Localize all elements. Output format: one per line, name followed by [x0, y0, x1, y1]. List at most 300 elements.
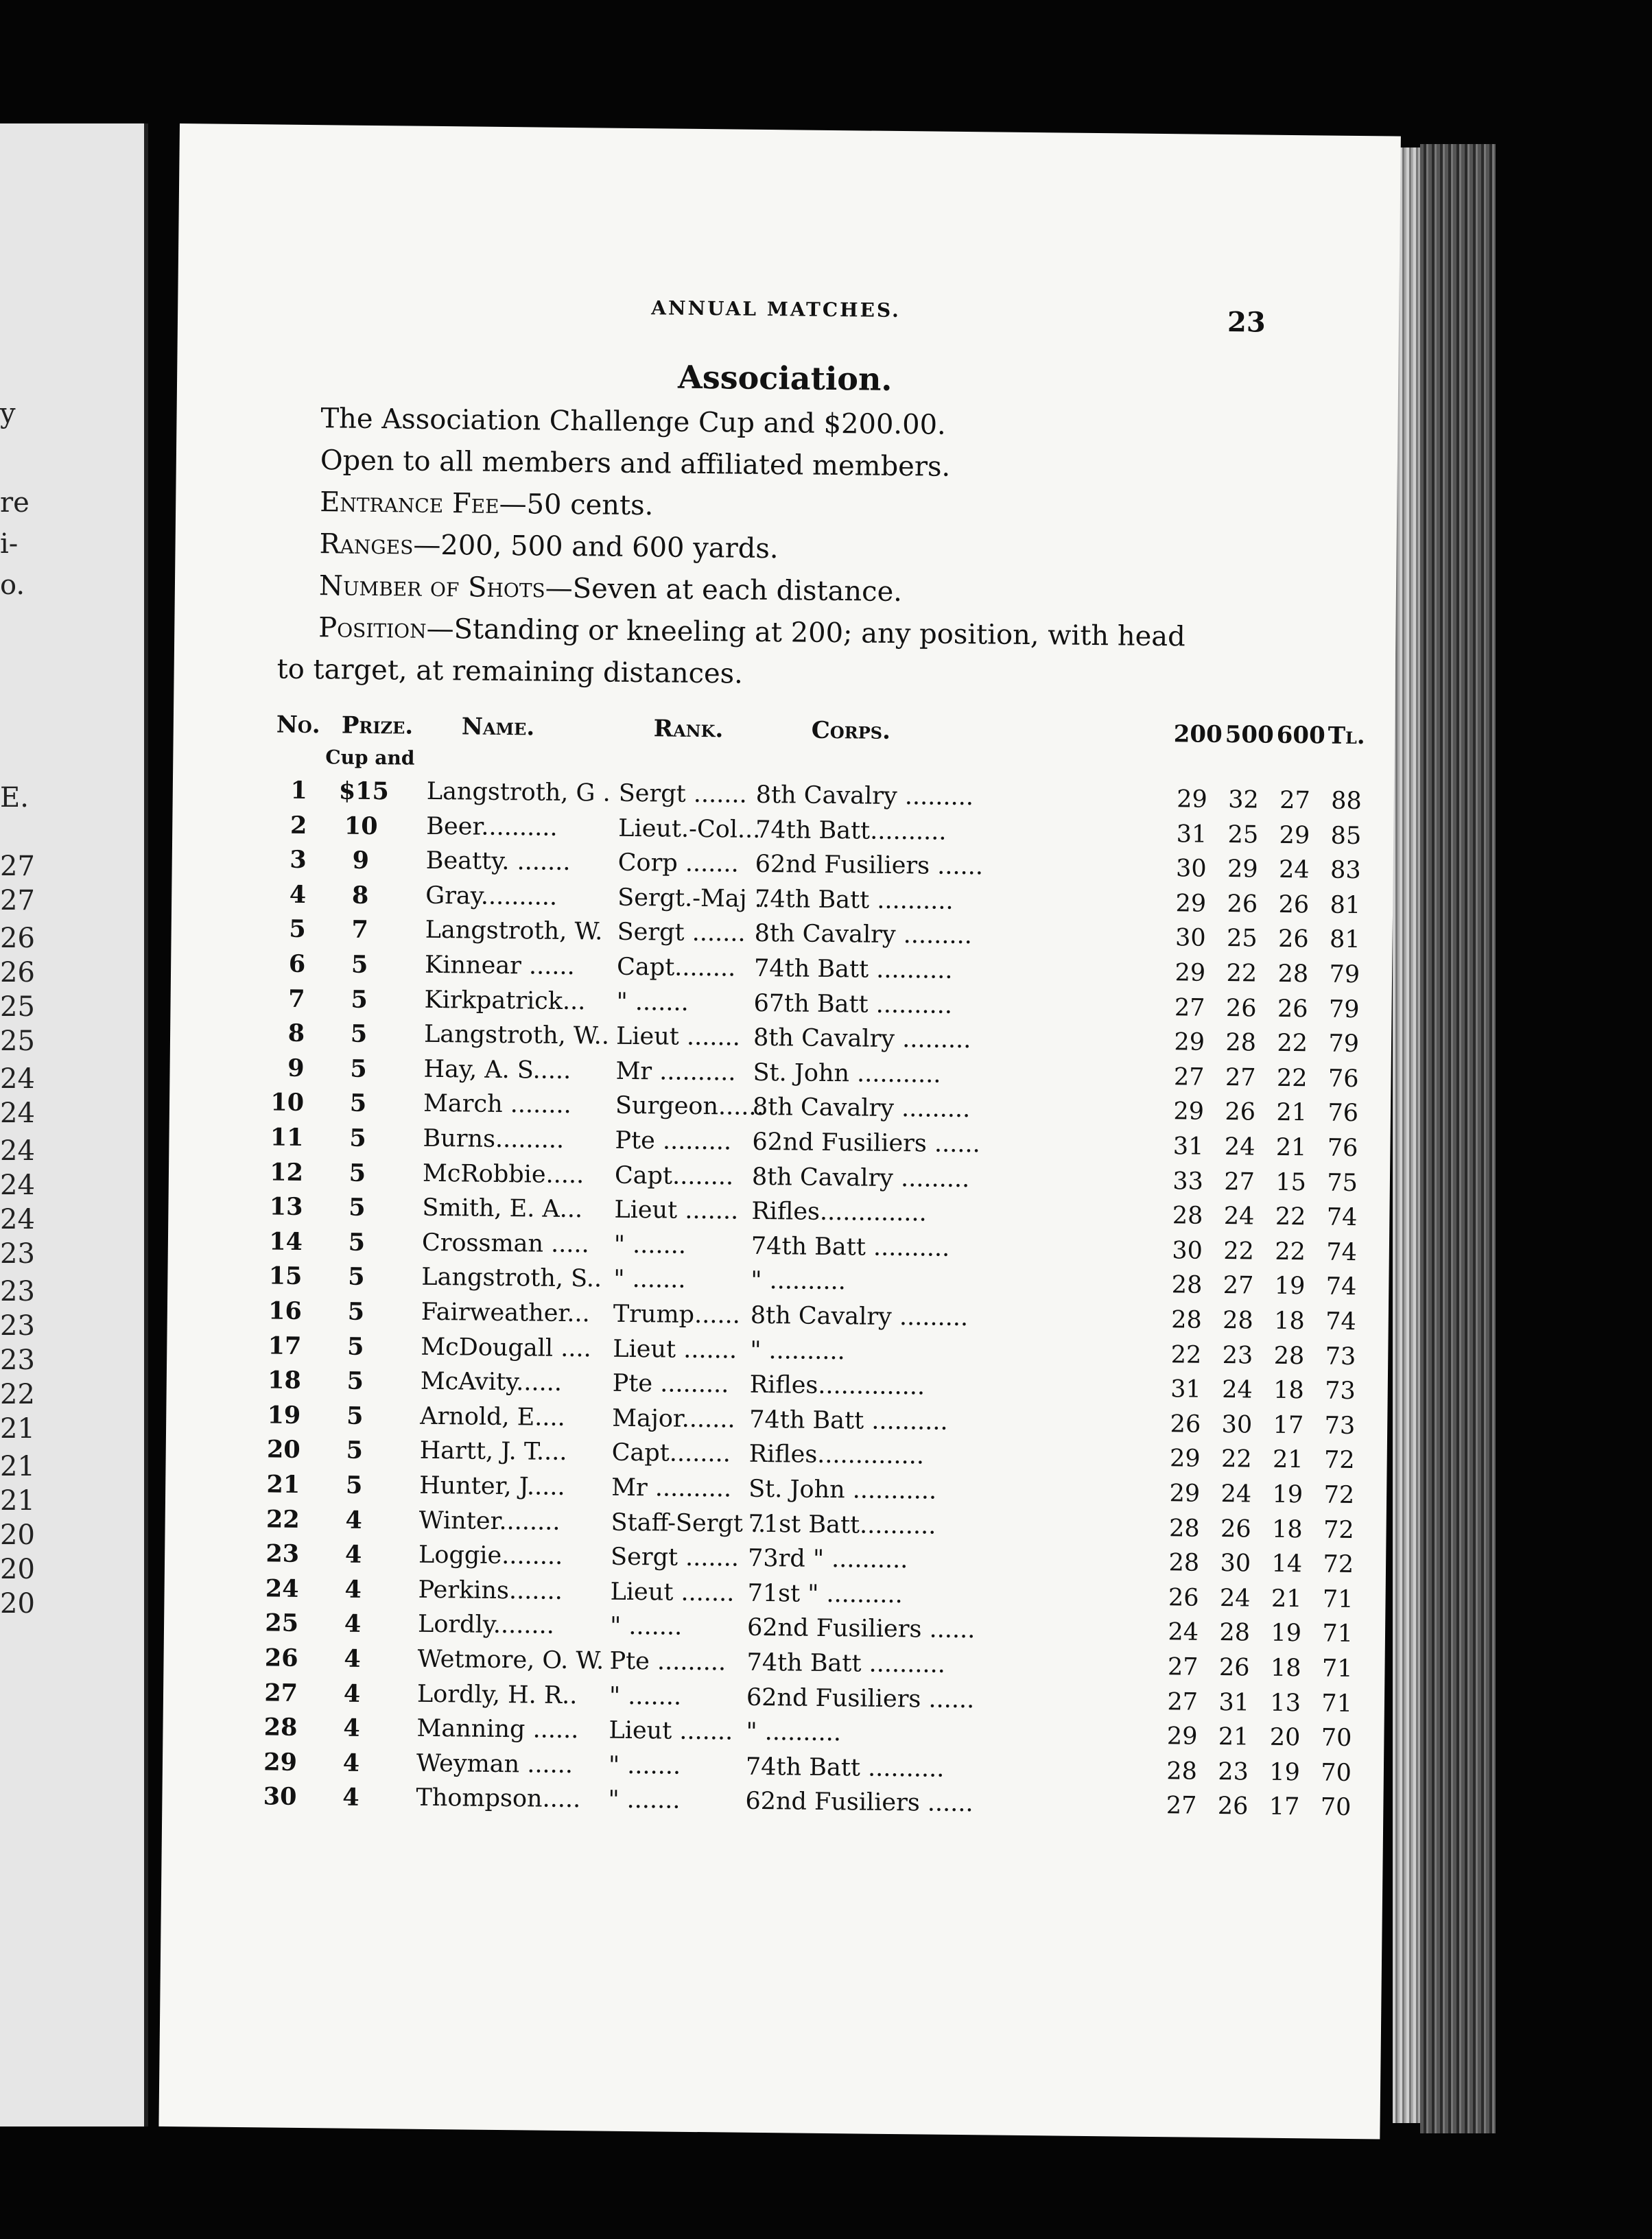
- facing-page-fragment: 23: [0, 1238, 35, 1270]
- cell-name: Beer..........: [426, 812, 558, 842]
- cell-s500: 24: [1223, 1203, 1255, 1231]
- cell-s500: 26: [1220, 1515, 1251, 1543]
- facing-page-fragment: 26: [0, 957, 35, 988]
- cell-s200: 28: [1172, 1202, 1203, 1230]
- cell-s600: 21: [1275, 1133, 1307, 1162]
- cell-tl: 74: [1326, 1203, 1358, 1232]
- cell-prize: 4: [344, 1610, 362, 1639]
- cell-s500: 26: [1218, 1653, 1250, 1682]
- cell-no: 7: [288, 984, 305, 1013]
- cell-s600: 26: [1277, 925, 1309, 953]
- cell-s200: 29: [1169, 1445, 1201, 1473]
- cell-s600: 21: [1276, 1099, 1308, 1127]
- cell-prize: 5: [351, 985, 368, 1014]
- cell-name: Smith, E. A...: [422, 1194, 583, 1224]
- header-500: 500: [1225, 721, 1274, 749]
- cell-name: Arnold, E....: [420, 1402, 566, 1432]
- cell-tl: 83: [1330, 856, 1361, 885]
- facing-page-fragment: E.: [0, 782, 29, 814]
- cell-corps: 74th Batt ..........: [753, 954, 953, 984]
- cell-s200: 28: [1168, 1514, 1200, 1543]
- intro-line-ranges: [319, 528, 779, 565]
- cell-s500: 27: [1224, 1168, 1255, 1196]
- cell-name: Winter........: [418, 1506, 560, 1536]
- cell-s600: 27: [1279, 786, 1310, 815]
- cell-rank: Trump......: [613, 1300, 741, 1329]
- cell-tl: 81: [1330, 891, 1361, 919]
- cell-s600: 22: [1275, 1237, 1306, 1266]
- cell-s600: 22: [1275, 1203, 1306, 1231]
- cell-no: 6: [288, 949, 306, 978]
- section-title: Association.: [677, 358, 893, 398]
- cell-s600: 26: [1277, 995, 1308, 1023]
- cell-corps: Rifles..............: [751, 1198, 927, 1227]
- facing-page-fragment: 23: [0, 1276, 35, 1307]
- cell-s600: 20: [1269, 1723, 1301, 1752]
- cell-tl: 79: [1328, 1030, 1360, 1058]
- cell-prize: 4: [343, 1679, 361, 1708]
- cell-s500: 24: [1219, 1584, 1251, 1613]
- cell-s500: 32: [1228, 786, 1259, 814]
- cell-s200: 30: [1175, 855, 1207, 883]
- cell-name: Langstroth, W.: [425, 916, 603, 946]
- cell-tl: 71: [1322, 1585, 1354, 1613]
- cell-rank: Sergt .......: [618, 779, 747, 809]
- cell-tl: 76: [1328, 1099, 1359, 1128]
- cell-tl: 85: [1330, 822, 1362, 850]
- cell-prize: 9: [352, 846, 370, 875]
- cell-prize: 5: [350, 1019, 368, 1049]
- cell-name: McDougall ....: [421, 1333, 591, 1362]
- cell-corps: " ..........: [750, 1336, 846, 1365]
- cell-s200: 31: [1170, 1375, 1201, 1403]
- cell-s500: 22: [1226, 960, 1258, 988]
- cell-corps: St. John ...........: [748, 1475, 937, 1505]
- cell-rank: Lieut .......: [609, 1716, 733, 1746]
- cell-corps: 74th Batt ..........: [749, 1406, 948, 1436]
- facing-page-fragment: 27: [0, 885, 35, 916]
- shots-label: Number of Shots: [318, 570, 545, 604]
- cell-no: 23: [266, 1539, 300, 1569]
- facing-page-fragment: 27: [0, 851, 35, 882]
- cell-s600: 19: [1269, 1758, 1301, 1787]
- cell-name: Lordly, H. R..: [416, 1680, 578, 1709]
- facing-page-fragment: i-: [0, 528, 19, 560]
- header-total: Tl.: [1328, 722, 1365, 750]
- header-corps: Corps.: [811, 716, 891, 745]
- cell-name: Hay, A. S.....: [423, 1055, 571, 1085]
- facing-page-fragment: 21: [0, 1485, 35, 1517]
- cell-s600: 22: [1276, 1064, 1308, 1093]
- cell-prize: 4: [344, 1644, 361, 1673]
- cell-prize: 4: [342, 1749, 360, 1777]
- cell-no: 28: [263, 1713, 298, 1742]
- shots-value: —Seven at each distance.: [545, 572, 903, 608]
- cell-prize: 5: [351, 950, 368, 979]
- cell-s200: 29: [1173, 1098, 1205, 1126]
- cell-corps: Rifles..............: [749, 1371, 925, 1401]
- cell-s200: 31: [1176, 820, 1207, 849]
- cell-corps: 8th Cavalry .........: [753, 1024, 971, 1054]
- cell-s600: 22: [1277, 1030, 1308, 1058]
- cell-s200: 27: [1174, 993, 1205, 1022]
- intro-line-entrance: [320, 486, 654, 521]
- cell-s600: 17: [1268, 1793, 1300, 1821]
- cell-no: 9: [287, 1054, 305, 1082]
- cell-name: Beatty. .......: [425, 847, 571, 877]
- cell-prize: $15: [338, 777, 390, 806]
- cell-tl: 70: [1321, 1759, 1352, 1787]
- cell-name: Langstroth, G .: [426, 777, 611, 807]
- cell-rank: " .......: [608, 1786, 681, 1815]
- cell-s600: 14: [1271, 1550, 1303, 1578]
- cell-s600: 21: [1271, 1585, 1302, 1613]
- cell-no: 16: [268, 1296, 303, 1325]
- cell-corps: 62nd Fusiliers ......: [746, 1683, 975, 1714]
- cell-no: 18: [267, 1366, 302, 1395]
- cell-tl: 72: [1323, 1516, 1354, 1544]
- cell-s600: 18: [1273, 1376, 1304, 1405]
- intro-line-position: [318, 612, 1185, 652]
- cell-corps: Rifles..............: [748, 1441, 925, 1470]
- cell-s600: 18: [1274, 1307, 1306, 1336]
- cell-prize: 5: [349, 1159, 366, 1187]
- cell-prize: 8: [351, 881, 369, 910]
- cell-name: McAvity......: [420, 1367, 563, 1397]
- cell-rank: Corp .......: [617, 849, 739, 878]
- cell-rank: " .......: [608, 1751, 681, 1780]
- cell-prize: 10: [344, 812, 378, 840]
- cell-corps: 74th Batt ..........: [745, 1753, 945, 1783]
- cell-rank: Capt........: [616, 953, 736, 982]
- cell-no: 10: [270, 1088, 305, 1117]
- cell-name: Crossman .....: [421, 1229, 589, 1259]
- cell-rank: Mr ..........: [615, 1057, 736, 1087]
- cell-rank: " .......: [609, 1682, 682, 1711]
- cell-no: 22: [266, 1505, 300, 1534]
- cell-prize: 5: [346, 1332, 364, 1361]
- cell-s600: 21: [1272, 1446, 1303, 1474]
- intro-line-prize: The Association Challenge Cup and $200.00.: [320, 403, 946, 441]
- cell-prize: 5: [349, 1124, 366, 1152]
- cell-s200: 24: [1168, 1618, 1199, 1647]
- cell-name: Kinnear ......: [424, 951, 575, 981]
- cell-s500: 21: [1218, 1723, 1249, 1751]
- cell-tl: 71: [1322, 1620, 1354, 1648]
- cell-s200: 28: [1171, 1271, 1203, 1300]
- cell-s200: 26: [1170, 1410, 1201, 1438]
- cell-rank: Major.......: [612, 1404, 735, 1434]
- cell-name: Lordly........: [417, 1611, 555, 1640]
- facing-page-fragment: 24: [0, 1135, 35, 1167]
- facing-page-fragment: o.: [0, 569, 25, 601]
- cell-s600: 26: [1278, 890, 1310, 919]
- prize-note: Cup and: [325, 746, 415, 770]
- cell-tl: 70: [1320, 1793, 1352, 1822]
- cell-corps: 8th Cavalry .........: [751, 1163, 970, 1193]
- header-prize: Prize.: [341, 711, 414, 740]
- intro-line-position-cont: to target, at remaining distances.: [276, 653, 744, 690]
- cell-corps: 8th Cavalry .........: [755, 781, 974, 812]
- header-200: 200: [1173, 720, 1223, 748]
- cell-tl: 81: [1329, 926, 1360, 954]
- cell-rank: Lieut .......: [615, 1022, 741, 1052]
- cell-s200: 27: [1167, 1653, 1199, 1681]
- cell-no: 2: [290, 811, 307, 840]
- cell-name: Weyman ......: [416, 1749, 574, 1779]
- cell-s200: 28: [1171, 1306, 1203, 1334]
- cell-rank: " .......: [613, 1231, 687, 1259]
- facing-page-fragment: 23: [0, 1310, 35, 1342]
- cell-s500: 25: [1227, 820, 1259, 849]
- cell-s600: 29: [1279, 821, 1310, 849]
- cell-s500: 25: [1226, 925, 1258, 953]
- cell-prize: 5: [346, 1436, 364, 1465]
- cell-no: 30: [263, 1782, 297, 1812]
- intro-line-shots: [319, 570, 903, 608]
- facing-page-fragment: 21: [0, 1451, 35, 1482]
- cell-name: March ........: [423, 1090, 571, 1120]
- cell-no: 29: [263, 1748, 298, 1777]
- cell-no: 8: [287, 1019, 305, 1048]
- cell-name: Wetmore, O. W.: [417, 1645, 604, 1675]
- entrance-fee-value: —50 cents.: [499, 488, 654, 522]
- facing-page-fragment: 20: [0, 1588, 35, 1620]
- cell-tl: 74: [1326, 1238, 1358, 1266]
- cell-no: 3: [290, 845, 307, 875]
- cell-s500: 22: [1220, 1445, 1252, 1473]
- cell-corps: 74th Batt..........: [755, 816, 947, 846]
- cell-corps: 71st " ..........: [747, 1579, 903, 1609]
- cell-s500: 26: [1227, 890, 1258, 919]
- cell-no: 20: [266, 1435, 300, 1465]
- cell-rank: Sergt.-Maj ..: [617, 884, 770, 913]
- cell-no: 15: [268, 1261, 303, 1291]
- cell-s200: 33: [1172, 1167, 1204, 1196]
- cell-prize: 5: [350, 1054, 367, 1083]
- cell-prize: 4: [342, 1784, 359, 1812]
- cell-s500: 24: [1224, 1133, 1255, 1161]
- cell-rank: " .......: [609, 1613, 683, 1642]
- cell-s200: 27: [1173, 1063, 1205, 1091]
- cell-prize: 5: [346, 1366, 364, 1396]
- cell-rank: Staff-Sergt ..: [611, 1508, 766, 1538]
- cell-rank: " .......: [613, 1266, 686, 1294]
- cell-tl: 73: [1325, 1342, 1356, 1371]
- cell-corps: 8th Cavalry .........: [750, 1301, 969, 1332]
- cell-rank: Capt........: [614, 1161, 734, 1191]
- cell-prize: 5: [349, 1193, 366, 1222]
- cell-s500: 24: [1220, 1480, 1252, 1508]
- cell-name: Kirkpatrick...: [424, 986, 586, 1015]
- cell-rank: " .......: [616, 988, 689, 1017]
- cell-name: Thompson.....: [416, 1784, 581, 1814]
- cell-tl: 72: [1323, 1550, 1354, 1579]
- cell-name: Loggie........: [418, 1541, 563, 1571]
- cell-s600: 18: [1271, 1515, 1303, 1543]
- cell-rank: Surgeon......: [615, 1092, 764, 1122]
- cell-corps: 62nd Fusiliers ......: [746, 1614, 976, 1644]
- cell-tl: 71: [1321, 1690, 1353, 1718]
- facing-page-fragment: 24: [0, 1063, 35, 1095]
- intro-line-eligibility: Open to all members and affiliated members.: [320, 445, 951, 483]
- cell-name: Hartt, J. T....: [419, 1437, 567, 1467]
- cell-rank: Capt........: [611, 1439, 731, 1468]
- cell-s600: 13: [1270, 1689, 1301, 1717]
- cell-corps: 62nd Fusiliers ......: [745, 1788, 974, 1818]
- header-rank: Rank.: [653, 715, 724, 744]
- facing-page-edge: [0, 123, 148, 2127]
- header-no: No.: [276, 711, 320, 739]
- cell-corps: 62nd Fusiliers ......: [752, 1128, 980, 1159]
- cell-tl: 76: [1328, 1065, 1359, 1093]
- cell-corps: 8th Cavalry .........: [752, 1093, 971, 1124]
- cell-s500: 28: [1223, 1307, 1254, 1335]
- cell-s500: 26: [1225, 994, 1257, 1023]
- facing-page-fragment: y: [0, 398, 16, 429]
- cell-name: Gray..........: [425, 881, 558, 911]
- cell-corps: 71st Batt..........: [748, 1510, 936, 1540]
- cell-corps: 74th Batt ..........: [751, 1232, 950, 1262]
- cell-prize: 7: [351, 916, 369, 945]
- cell-corps: " ..........: [746, 1718, 842, 1747]
- cell-name: Fairweather...: [421, 1298, 590, 1328]
- cell-corps: 73rd " ..........: [747, 1544, 908, 1574]
- cell-s600: 28: [1277, 960, 1309, 988]
- cell-no: 4: [289, 880, 307, 909]
- cell-corps: 8th Cavalry .........: [754, 920, 973, 950]
- cell-s500: 24: [1221, 1376, 1253, 1404]
- cell-s200: 28: [1166, 1757, 1198, 1786]
- cell-s500: 23: [1218, 1757, 1249, 1786]
- cell-prize: 5: [346, 1401, 364, 1430]
- cell-no: 25: [265, 1609, 299, 1638]
- cell-name: McRobbie.....: [422, 1159, 585, 1189]
- cell-name: Perkins.......: [418, 1576, 563, 1605]
- cell-name: Burns.........: [423, 1124, 565, 1154]
- cell-s200: 29: [1175, 890, 1207, 918]
- header-600: 600: [1276, 721, 1325, 750]
- facing-page-fragment: 22: [0, 1379, 35, 1410]
- cell-prize: 4: [344, 1575, 362, 1604]
- cell-no: 1: [290, 776, 308, 805]
- running-head: ANNUAL MATCHES.: [651, 296, 901, 322]
- cell-corps: 62nd Fusiliers ......: [755, 851, 984, 881]
- cell-s500: 27: [1225, 1063, 1256, 1092]
- cell-prize: 4: [345, 1506, 363, 1535]
- cell-prize: 5: [348, 1263, 365, 1292]
- cell-s200: 29: [1166, 1722, 1198, 1751]
- ranges-value: —200, 500 and 600 yards.: [413, 529, 779, 565]
- cell-no: 24: [265, 1574, 299, 1603]
- cell-rank: Pte .........: [615, 1126, 732, 1156]
- cell-tl: 74: [1325, 1272, 1357, 1301]
- cell-s500: 29: [1227, 855, 1258, 884]
- cell-s200: 27: [1167, 1687, 1199, 1716]
- cell-rank: Sergt .......: [610, 1543, 740, 1572]
- position-value: —Standing or kneeling at 200; any position, with head: [426, 613, 1186, 653]
- cell-no: 19: [267, 1401, 301, 1430]
- cell-tl: 75: [1327, 1169, 1358, 1197]
- cell-s600: 17: [1273, 1411, 1304, 1440]
- cell-rank: Mr ..........: [611, 1473, 732, 1503]
- header-name: Name.: [461, 713, 535, 742]
- facing-page-fragment: 23: [0, 1344, 35, 1376]
- cell-s500: 22: [1223, 1237, 1255, 1266]
- cell-tl: 72: [1323, 1446, 1355, 1475]
- cell-name: Langstroth, W..: [423, 1020, 610, 1050]
- cell-s200: 29: [1177, 785, 1207, 814]
- cell-s600: 19: [1271, 1620, 1302, 1648]
- cell-tl: 73: [1324, 1412, 1356, 1440]
- cell-tl: 79: [1329, 960, 1360, 989]
- cell-prize: 5: [347, 1297, 365, 1326]
- cell-s200: 29: [1169, 1480, 1201, 1508]
- cell-rank: Lieut .......: [610, 1578, 735, 1607]
- cell-tl: 88: [1330, 787, 1362, 816]
- cell-prize: 5: [345, 1471, 363, 1500]
- ranges-label: Ranges: [319, 528, 414, 561]
- cell-rank: Lieut .......: [613, 1335, 738, 1364]
- cell-tl: 76: [1327, 1134, 1358, 1163]
- cell-tl: 73: [1324, 1377, 1356, 1406]
- cell-s200: 30: [1175, 924, 1206, 953]
- cell-corps: 74th Batt ..........: [754, 885, 954, 915]
- cell-s500: 28: [1225, 1029, 1257, 1057]
- cell-prize: 5: [348, 1228, 366, 1257]
- cell-tl: 71: [1321, 1655, 1353, 1683]
- facing-page-fragment: 21: [0, 1413, 35, 1445]
- cell-s600: 19: [1274, 1272, 1306, 1301]
- cell-s200: 29: [1174, 1028, 1205, 1056]
- cell-no: 13: [269, 1192, 303, 1222]
- cell-name: Manning ......: [416, 1714, 579, 1744]
- book-page: [158, 123, 1400, 2139]
- cell-s500: 30: [1220, 1550, 1251, 1578]
- cell-s600: 24: [1278, 856, 1310, 884]
- cell-rank: Pte .........: [609, 1647, 727, 1677]
- cell-tl: 70: [1321, 1724, 1352, 1753]
- cell-s500: 31: [1218, 1688, 1250, 1717]
- cell-rank: Sergt .......: [617, 919, 746, 948]
- page-number: 23: [1227, 306, 1266, 339]
- cell-s200: 29: [1175, 959, 1206, 987]
- entrance-fee-label: Entrance Fee: [319, 486, 499, 520]
- cell-s500: 26: [1225, 1098, 1256, 1126]
- cell-s500: 23: [1222, 1341, 1253, 1370]
- cell-no: 12: [270, 1158, 304, 1187]
- cell-tl: 72: [1323, 1481, 1355, 1510]
- cell-rank: Lieut .......: [614, 1196, 739, 1225]
- cell-rank: Lieut.-Col...: [618, 814, 761, 844]
- cell-s200: 26: [1168, 1584, 1199, 1612]
- cell-tl: 74: [1325, 1307, 1357, 1336]
- cell-no: 5: [289, 915, 306, 944]
- cell-s600: 19: [1272, 1480, 1303, 1509]
- cell-tl: 79: [1328, 995, 1360, 1023]
- cell-corps: 67th Batt ..........: [753, 989, 953, 1019]
- cell-no: 27: [264, 1679, 298, 1707]
- facing-page-fragment: 20: [0, 1554, 35, 1585]
- cell-s200: 22: [1170, 1340, 1202, 1369]
- cell-s500: 27: [1223, 1272, 1254, 1300]
- facing-page-fragment: 25: [0, 991, 35, 1023]
- cell-no: 26: [264, 1644, 298, 1672]
- cell-prize: 4: [343, 1714, 360, 1743]
- cell-corps: St. John ...........: [753, 1058, 941, 1089]
- cell-s200: 30: [1172, 1237, 1203, 1265]
- cell-no: 21: [266, 1470, 300, 1499]
